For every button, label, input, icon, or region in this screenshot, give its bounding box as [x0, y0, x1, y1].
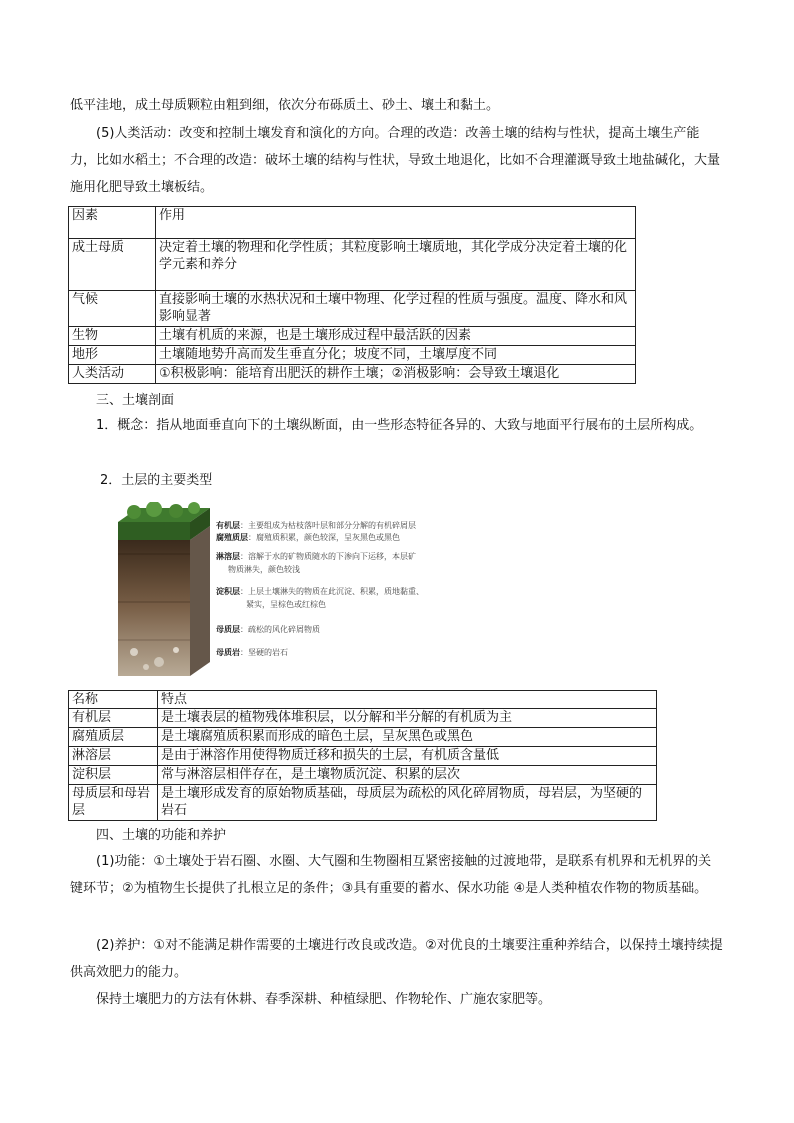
layer-feature: 是由于淋溶作用使得物质迁移和损失的土层，有机质含量低 [158, 747, 657, 766]
table-row [69, 346, 636, 365]
soil-layer-table [68, 690, 657, 821]
factor-name: 气候 [69, 291, 156, 327]
factor-effect: ①积极影响：能培育出肥沃的耕作土壤；②消极影响：会导致土壤退化 [156, 365, 636, 384]
layer-name: 有机层 [69, 709, 158, 728]
factor-header: 因素 [69, 207, 156, 239]
table-row [69, 239, 636, 291]
organic-layer-label: 有机层：主要组成为枯枝落叶层和部分分解的有机碎屑层 [216, 521, 416, 530]
soil-profile-figure [114, 502, 464, 678]
table-row [69, 766, 657, 785]
name-header: 名称 [69, 691, 158, 709]
bedrock-label: 母质岩：坚硬的岩石 [216, 648, 288, 657]
layer-types-title: 2．土层的主要类型 [100, 473, 213, 488]
section-3-title: 三、土壤剖面 [96, 393, 175, 408]
effect-header: 作用 [156, 207, 636, 239]
illuvial-layer-label-cont: 紧实，呈棕色或红棕色 [246, 600, 326, 609]
table-row [69, 785, 657, 821]
layer-feature: 是土壤腐殖质积累而形成的暗色土层，呈灰黑色或黑色 [158, 728, 657, 747]
table-row [69, 291, 636, 327]
layer-name: 淀积层 [69, 766, 158, 785]
parent-material-label: 母质层：疏松的风化碎屑物质 [216, 625, 320, 634]
factor-name: 生物 [69, 327, 156, 346]
table-row [69, 327, 636, 346]
factor-effect: 土壤有机质的来源，也是土壤形成过程中最活跃的因素 [156, 327, 636, 346]
factor-effect: 土壤随地势升高而发生垂直分化；坡度不同，土壤厚度不同 [156, 346, 636, 365]
table-row [69, 728, 657, 747]
layer-feature: 是土壤表层的植物残体堆积层，以分解和半分解的有机质为主 [158, 709, 657, 728]
illuvial-layer-label: 淀积层：上层土壤淋失的物质在此沉淀、积累，质地黏重、 [216, 587, 424, 596]
care-paragraph: (2)养护：①对不能满足耕作需要的土壤进行改良或改造。②对优良的土壤要注重种养结合，以保持土壤持续提供高效肥力的能力。 [70, 938, 723, 980]
layer-name: 淋溶层 [69, 747, 158, 766]
factor-effect: 决定着土壤的物理和化学性质；其粒度影响土壤质地，其化学成分决定着土壤的化学元素和养分 [156, 239, 636, 291]
feature-header: 特点 [158, 691, 657, 709]
factor-name: 地形 [69, 346, 156, 365]
layer-name: 腐殖质层 [69, 728, 158, 747]
eluvial-layer-label: 淋溶层：溶解于水的矿物质随水的下渗向下运移，本层矿 [216, 552, 416, 561]
humus-layer-label: 腐殖质层：腐殖质积累，颜色较深，呈灰黑色或黑色 [216, 533, 400, 542]
section-4-title: 四、土壤的功能和养护 [96, 828, 227, 843]
table-row [69, 747, 657, 766]
function-paragraph: (1)功能：①土壤处于岩石圈、水圈、大气圈和生物圈相互紧密接触的过渡地带，是联系有机界和无机界的关键环节；②为植物生长提供了扎根立足的条件；③具有重要的蓄水、保水功能 ④是人类种植农作物的物质基础。 [70, 854, 712, 896]
table-row [69, 365, 636, 384]
layer-feature: 常与淋溶层相伴存在，是土壤物质沉淀、积累的层次 [158, 766, 657, 785]
profile-concept: 1．概念：指从地面垂直向下的土壤纵断面，由一些形态特征各异的、大致与地面平行展布的土层所构成。 [96, 418, 703, 433]
layer-feature: 是土壤形成发育的原始物质基础，母质层为疏松的风化碎屑物质，母岩层，为坚硬的岩石 [158, 785, 657, 821]
human-activity-paragraph: (5)人类活动：改变和控制土壤发育和演化的方向。合理的改造：改善土壤的结构与性状，提高土壤生产能力，比如水稻土；不合理的改造：破坏土壤的结构与性状，导致土地退化，比如不合理灌溉导致土地盐碱化，大量施用化肥导致土壤板结。 [70, 126, 721, 195]
methods-paragraph: 保持土壤肥力的方法有休耕、春季深耕、种植绿肥、作物轮作、广施农家肥等。 [96, 992, 552, 1007]
table-row [69, 709, 657, 728]
soil-block-illustration [114, 502, 214, 678]
soil-factor-table [68, 206, 636, 384]
factor-name: 成土母质 [69, 239, 156, 291]
eluvial-layer-label-cont: 物质淋失，颜色较浅 [228, 565, 300, 574]
factor-name: 人类活动 [69, 365, 156, 384]
intro-line: 低平洼地，成土母质颗粒由粗到细，依次分布砾质土、砂土、壤土和黏土。 [70, 98, 500, 113]
layer-name: 母质层和母岩层 [69, 785, 158, 821]
factor-effect: 直接影响土壤的水热状况和土壤中物理、化学过程的性质与强度。温度、降水和风影响显著 [156, 291, 636, 327]
